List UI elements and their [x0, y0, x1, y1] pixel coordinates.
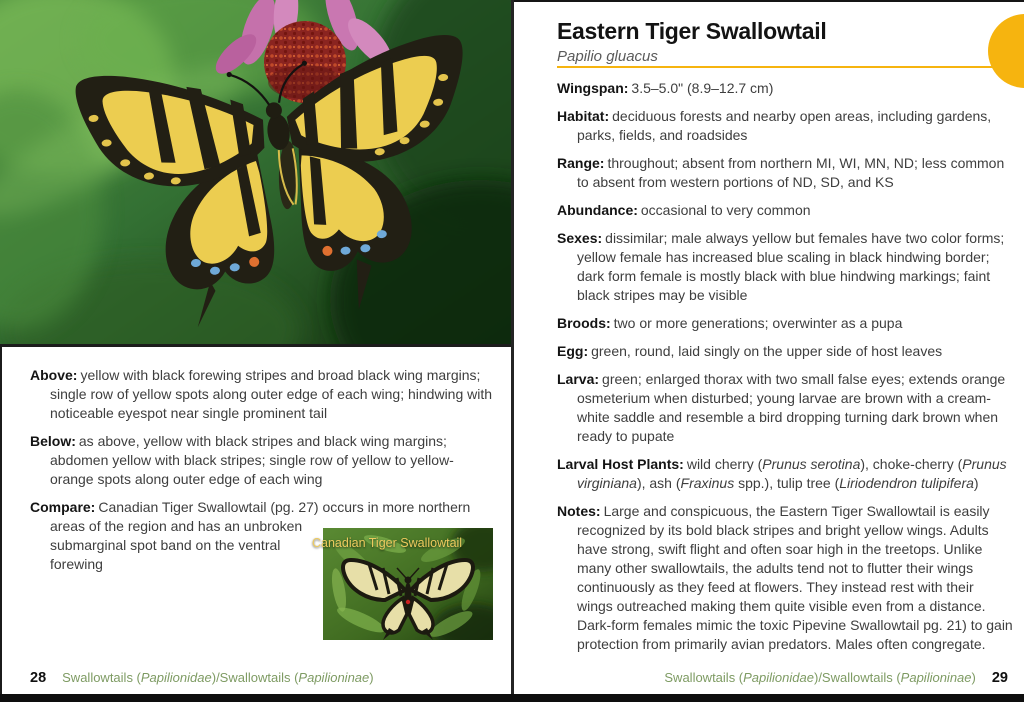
- spec-label: Egg:: [557, 343, 589, 359]
- spec-range: [557, 154, 1013, 192]
- page-divider: [511, 0, 514, 694]
- right-footer: [664, 670, 1008, 686]
- right-footer-text: Swallowtails (Papilionidae)/Swallowtails (Papilioninae): [664, 670, 976, 685]
- spec-label: Range:: [557, 155, 605, 171]
- spec-text: green; enlarged thorax with two small false eyes; extends orange osmeterium when disturbed; young larvae are brown with a cream-white saddle and resemble a bird dropping turning dark brown when ready to pupate: [577, 371, 1006, 444]
- spec-broods: [557, 314, 1013, 333]
- left-footer-text: Swallowtails (Papilionidae)/Swallowtails (Papilioninae): [62, 670, 374, 685]
- inset-caption: Canadian Tiger Swallowtail: [312, 536, 463, 550]
- spec-sexes: [557, 229, 1013, 305]
- species-title: Eastern Tiger Swallowtail: [557, 18, 827, 44]
- left-footer: [30, 670, 374, 686]
- spec-label: Abundance:: [557, 202, 638, 218]
- left-page-text: [30, 366, 493, 610]
- above-text: yellow with black forewing stripes and broad black wing margins; single row of yellow spots along outer edge of each wing; hindwing with noticeable eyespot near single prominent tail: [50, 367, 493, 421]
- spec-text: dissimilar; male always yellow but females have two color forms; yellow female has increased blue scaling in black hindwing border; dark form female is mostly black with blue hindwing markings; faint black stripes may be visible: [577, 230, 1005, 303]
- spec-label: Wingspan:: [557, 80, 629, 96]
- spec-larva: [557, 370, 1013, 446]
- right-page-number: 29: [991, 670, 1008, 686]
- spec-label: Sexes:: [557, 230, 603, 246]
- spec-label: Larva:: [557, 371, 600, 387]
- left-page-number: 28: [30, 670, 47, 686]
- species-specs: [557, 79, 1013, 654]
- spec-abundance: [557, 201, 1013, 220]
- spec-label: Broods:: [557, 315, 611, 331]
- compare-text: Canadian Tiger Swallowtail (pg. 27) occurs in more northern areas of the region and has an unbroken submarginal spot band on the ventral forewing: [50, 499, 471, 572]
- spec-larval-host-plants: [557, 455, 1013, 493]
- compare-label: Compare:: [30, 499, 96, 515]
- spec-text: green, round, laid singly on the upper side of host leaves: [591, 343, 943, 359]
- spec-label: Habitat:: [557, 108, 610, 124]
- above-section: [30, 366, 493, 423]
- below-text: as above, yellow with black stripes and black wing margins; abdomen yellow with black stripes; single row of yellow to yellow-orange spots along outer edge of each wing: [50, 433, 454, 487]
- eastern-tiger-swallowtail-photo: [0, 0, 511, 347]
- spec-text: deciduous forests and nearby open areas, including gardens, parks, fields, and roadsides: [577, 108, 992, 143]
- page-bottom-edge: [0, 694, 1024, 702]
- right-page: [557, 0, 1013, 663]
- canadian-tiger-swallowtail-photo: [312, 528, 493, 640]
- scientific-name: Papilio gluacus: [557, 48, 658, 65]
- spec-text: wild cherry (Prunus serotina), choke-cherry (Prunus virginiana), ash (Fraxinus spp.), tulip tree (Liriodendron tulipifera): [577, 456, 1007, 491]
- below-label: Below:: [30, 433, 76, 449]
- spec-text: two or more generations; overwinter as a pupa: [613, 315, 903, 331]
- spec-habitat: [557, 107, 1013, 145]
- spec-egg: [557, 342, 1013, 361]
- compare-section: [30, 498, 493, 574]
- spec-text: occasional to very common: [640, 202, 811, 218]
- spec-label: Notes:: [557, 503, 601, 519]
- below-section: [30, 432, 493, 489]
- spec-text: throughout; absent from northern MI, WI, MN, ND; less common to absent from western portions of ND, SD, and KS: [577, 155, 1005, 190]
- spec-text: 3.5–5.0" (8.9–12.7 cm): [631, 80, 774, 96]
- spec-text: Large and conspicuous, the Eastern Tiger Swallowtail is easily recognized by its bold black stripes and bright yellow wings. Adults have strong, swift flight and often soar high in the treetops. Unlike many other swallowtails, the adults tend not to flutter their wings continuously as they feed at flowers. They instead rest with their wings outreached making them quite visible even from a distance. Dark-form females mimic the toxic Pipevine Swallowtail pg. 21) to gain protection from primarily avian predators. Males often congregate.: [577, 503, 1013, 652]
- spec-label: Larval Host Plants:: [557, 456, 684, 472]
- spec-notes: [557, 502, 1013, 654]
- spec-wingspan: [557, 79, 1013, 98]
- above-label: Above:: [30, 367, 78, 383]
